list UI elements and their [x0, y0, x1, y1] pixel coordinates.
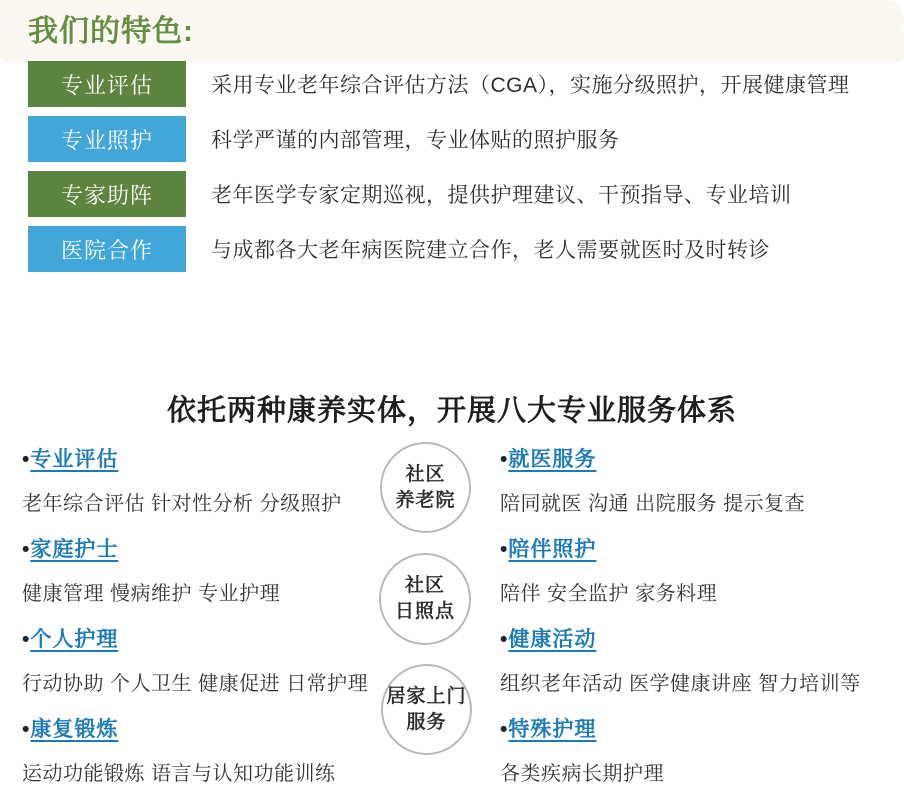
service-link-rehab[interactable]: • 康复锻炼: [30, 718, 119, 741]
entity-circle-home-visit-service: [381, 664, 472, 755]
service-name-row: [22, 623, 378, 653]
service-desc-companion-care: 陪伴 安全监护 家务料理: [500, 583, 718, 605]
entity-circle-line: 社区: [404, 575, 445, 597]
service-desc-rehab: 运动功能锻炼 语言与认知功能训练: [22, 763, 336, 785]
service-desc-special-nursing: 各类疾病长期护理: [500, 763, 664, 785]
entity-circle-line: 社区: [405, 463, 446, 485]
service-item-companion-care: [500, 533, 904, 606]
service-link-family-nurse[interactable]: • 家庭护士: [30, 538, 119, 561]
service-link-companion-care[interactable]: • 陪伴照护: [508, 538, 597, 561]
service-link-special-nursing[interactable]: • 特殊护理: [508, 718, 597, 741]
feature-desc-hospital: 与成都各大老年病医院建立合作，老人需要就医时及时转诊: [211, 239, 770, 262]
service-item-health-activities: [500, 623, 904, 696]
service-item-family-nurse: [22, 533, 378, 606]
services-title: 依托两种康养实体，开展八大专业服务体系: [166, 395, 737, 427]
service-name-row: [500, 713, 904, 743]
feature-row-experts: [28, 171, 894, 217]
feature-desc-experts: 老年医学专家定期巡视，提供护理建议、干预指导、专业培训: [211, 184, 792, 207]
services-left-column: [22, 443, 378, 803]
service-name-row: [22, 443, 378, 473]
service-desc-personal-care: 行动协助 个人卫生 健康促进 日常护理: [22, 673, 369, 695]
entity-circle-line: 日照点: [394, 601, 455, 622]
feature-row-assessment: [28, 61, 894, 107]
service-link-medical-visit[interactable]: • 就医服务: [508, 448, 597, 471]
service-item-personal-care: [22, 623, 378, 696]
service-link-health-activities[interactable]: • 健康活动: [508, 628, 597, 651]
service-item-rehab: [22, 713, 378, 786]
features-section: [28, 6, 894, 281]
service-desc-medical-visit: 陪同就医 沟通 出院服务 提示复查: [500, 493, 806, 515]
feature-desc-assessment: 采用专业老年综合评估方法（CGA），实施分级照护，开展健康管理: [211, 74, 850, 97]
services-right-column: [500, 443, 904, 803]
entity-circle-line: 服务: [406, 711, 447, 733]
feature-badge-care: 专业照护: [28, 116, 186, 162]
feature-badge-hospital: 医院合作: [28, 226, 186, 272]
feature-row-hospital: [28, 226, 894, 272]
service-name-row: [500, 533, 904, 563]
feature-desc-care: 科学严谨的内部管理，专业体贴的照护服务: [211, 129, 620, 152]
service-desc-family-nurse: 健康管理 慢病维护 专业护理: [22, 583, 281, 605]
entity-circle-line: 养老院: [395, 489, 456, 511]
feature-row-care: [28, 116, 894, 162]
entity-circle-line: 居家上门: [386, 685, 467, 707]
entity-circle-community-nursing-home: [380, 442, 471, 533]
features-title: 我们的特色:: [28, 15, 194, 48]
service-name-row: [22, 533, 378, 563]
entity-circle-community-daycare: [379, 553, 471, 645]
feature-badge-assessment: 专业评估: [28, 61, 186, 107]
feature-badge-experts: 专家助阵: [28, 171, 186, 217]
service-item-assessment: [22, 443, 378, 516]
service-name-row: [22, 713, 378, 743]
service-link-personal-care[interactable]: • 个人护理: [30, 628, 119, 651]
service-name-row: [500, 623, 904, 653]
service-desc-assessment: 老年综合评估 针对性分析 分级照护: [22, 493, 342, 515]
service-item-special-nursing: [500, 713, 904, 786]
service-name-row: [500, 443, 904, 473]
service-link-assessment[interactable]: • 专业评估: [30, 448, 119, 471]
service-desc-health-activities: 组织老年活动 医学健康讲座 智力培训等: [500, 673, 861, 695]
service-item-medical-visit: [500, 443, 904, 516]
